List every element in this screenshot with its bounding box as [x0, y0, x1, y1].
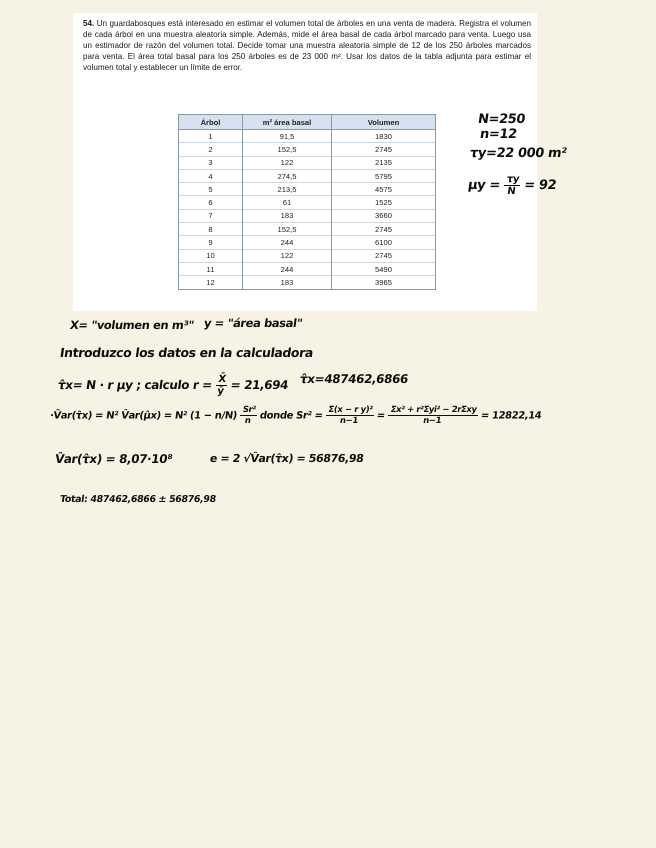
- note-r-value: = 21,694: [229, 378, 290, 392]
- note-population-size: N=250: [476, 112, 526, 127]
- note-mu-den: N: [506, 186, 516, 197]
- note-sr-frac1: [324, 405, 375, 426]
- tree-data-table: [178, 114, 436, 290]
- cell-area: 183: [243, 209, 332, 222]
- cell-volumen: 6100: [332, 236, 436, 249]
- cell-arbol: 9: [179, 236, 243, 249]
- cell-area: 152,5: [243, 223, 332, 236]
- cell-area: 274,5: [243, 169, 332, 182]
- note-variable-x: X= "volumen en m³": [69, 318, 195, 332]
- problem-statement: [83, 19, 531, 74]
- table-row: [179, 130, 436, 143]
- note-variance-result: V̂ar(τ̂x) = 8,07·10⁸: [54, 452, 173, 466]
- table-row: [179, 223, 436, 236]
- cell-volumen: 2135: [332, 156, 436, 169]
- note-mu-num: τy: [504, 174, 522, 186]
- table-row: [179, 196, 436, 209]
- note-r-num: X̄: [215, 374, 228, 386]
- note-variance-frac: [239, 405, 259, 426]
- cell-area: 122: [243, 249, 332, 262]
- table-row: [179, 183, 436, 196]
- table-header-row: [179, 115, 436, 130]
- table-row: [179, 169, 436, 182]
- note-estimate-result: τ̂x=487462,6866: [299, 372, 409, 386]
- note-r-fraction: [214, 374, 229, 397]
- table-row: [179, 236, 436, 249]
- note-variance-lhs: ·V̂ar(τ̂x) = N² V̂ar(μ̂x) = N² (1 − n/N): [49, 410, 238, 422]
- cell-volumen: 3660: [332, 209, 436, 222]
- cell-arbol: 3: [179, 156, 243, 169]
- cell-arbol: 10: [179, 249, 243, 262]
- note-variance-den: n: [244, 416, 252, 426]
- problem-sheet: [73, 13, 537, 311]
- cell-volumen: 2745: [332, 223, 436, 236]
- cell-arbol: 8: [179, 223, 243, 236]
- problem-text: Un guardabosques está interesado en estimar el volumen total de árboles en una venta de madera. Registra el volumen de cada árbol en una muestra aleatoria simple. Además, mide el área basal de cada árbol marcado para venta. Luego usa un estimador de razón del volumen total. Decide tomar una muestra aleatoria simple de 12 de los 250 árboles marcados para venta. El área total basal para los 250 árboles es de 23 000 m². Usar los datos de la tabla adjunta para estimar el volumen total y establecer un límite de error.: [83, 19, 532, 72]
- note-r-den: ȳ: [216, 386, 225, 397]
- note-mu-fraction: [502, 174, 521, 197]
- cell-volumen: 2745: [332, 249, 436, 262]
- note-sr-frac2-num: Σx² + r²Σyi² − 2rΣxy: [388, 405, 479, 416]
- note-sr-frac1-num: Σ(x − r y)²: [325, 405, 375, 416]
- cell-volumen: 1525: [332, 196, 436, 209]
- note-sample-size: n=12: [478, 127, 518, 142]
- cell-arbol: 11: [179, 262, 243, 275]
- cell-arbol: 7: [179, 209, 243, 222]
- note-mu-rhs: = 92: [523, 178, 558, 193]
- table-row: [179, 209, 436, 222]
- cell-arbol: 6: [179, 196, 243, 209]
- cell-arbol: 2: [179, 143, 243, 156]
- cell-arbol: 5: [179, 183, 243, 196]
- table-row: [179, 276, 436, 289]
- table-row: [179, 143, 436, 156]
- note-sr-frac1-den: n−1: [339, 416, 359, 426]
- note-estimator-line: [56, 374, 289, 397]
- note-mu-lhs: μy =: [466, 178, 501, 193]
- note-total-result: Total: 487462,6866 ± 56876,98: [59, 494, 217, 505]
- table-row: [179, 249, 436, 262]
- header-arbol: Árbol: [179, 115, 243, 130]
- note-variance-num: Sr²: [240, 405, 258, 416]
- cell-volumen: 2745: [332, 143, 436, 156]
- note-mean-basal-area: [466, 174, 557, 197]
- problem-number: 54.: [83, 19, 95, 28]
- cell-arbol: 4: [179, 169, 243, 182]
- header-area-basal: m² área basal: [243, 115, 332, 130]
- cell-volumen: 1830: [332, 130, 436, 143]
- note-sr-equals: =: [375, 410, 386, 422]
- header-volumen: Volumen: [332, 115, 436, 130]
- note-variable-y: y = "área basal": [203, 316, 304, 330]
- cell-area: 244: [243, 236, 332, 249]
- note-sr-value: = 12822,14: [480, 410, 542, 422]
- table-row: [179, 156, 436, 169]
- note-estimator-lhs: τ̂x= N · r μy ; calculo r =: [57, 378, 213, 392]
- note-sr-frac2: [386, 405, 479, 426]
- cell-volumen: 5795: [332, 169, 436, 182]
- cell-area: 213,5: [243, 183, 332, 196]
- cell-area: 122: [243, 156, 332, 169]
- cell-area: 61: [243, 196, 332, 209]
- table-row: [179, 262, 436, 275]
- cell-area: 183: [243, 276, 332, 289]
- note-variance-line: [49, 405, 543, 426]
- cell-area: 244: [243, 262, 332, 275]
- cell-area: 91,5: [243, 130, 332, 143]
- cell-arbol: 1: [179, 130, 243, 143]
- note-variance-donde: donde Sr² =: [259, 410, 324, 422]
- note-error-bound: e = 2 √V̂ar(τ̂x) = 56876,98: [209, 452, 365, 465]
- cell-volumen: 3965: [332, 276, 436, 289]
- note-sr-frac2-den: n−1: [422, 416, 442, 426]
- cell-volumen: 4575: [332, 183, 436, 196]
- note-intro: Introduzco los datos en la calculadora: [58, 345, 315, 360]
- note-total-basal-area: τy=22 000 m²: [468, 146, 568, 161]
- cell-arbol: 12: [179, 276, 243, 289]
- cell-area: 152,5: [243, 143, 332, 156]
- cell-volumen: 5490: [332, 262, 436, 275]
